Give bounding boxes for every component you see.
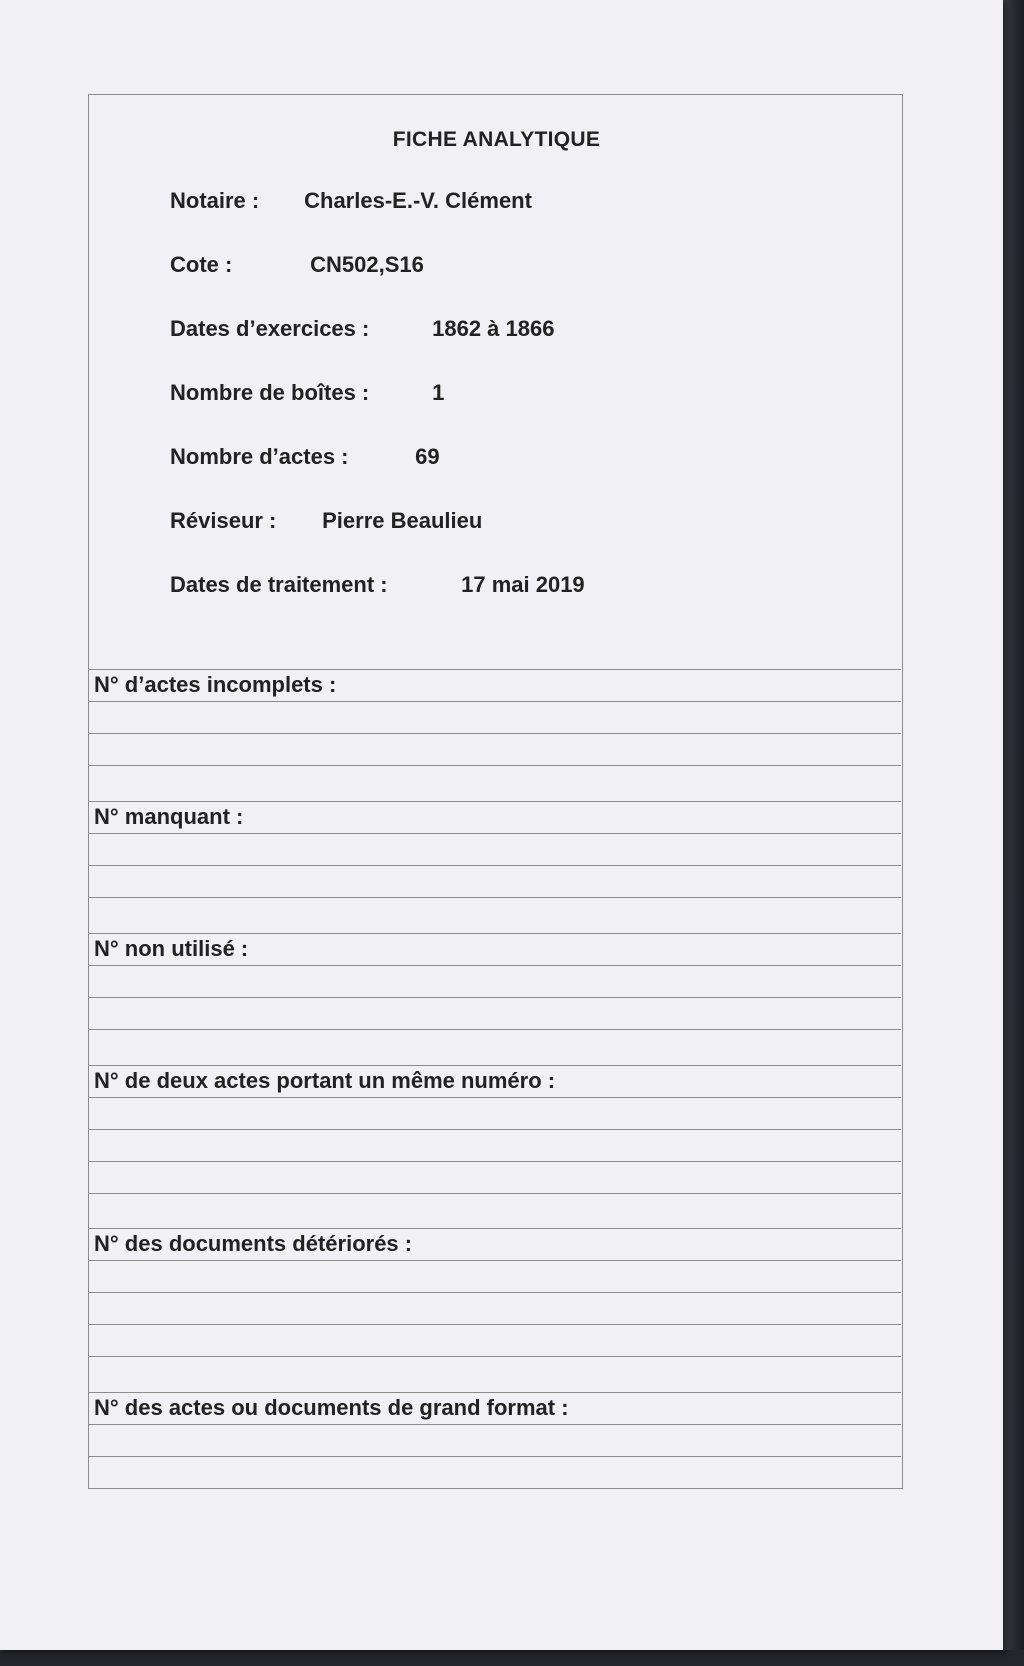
field-value: 1862 à 1866 [432, 316, 555, 341]
binder-bottom-edge [0, 1650, 1024, 1666]
blank-line [89, 1260, 901, 1292]
blank-line [89, 1424, 901, 1456]
section-label: N° des actes ou documents de grand format : [94, 1395, 569, 1420]
field-label: Cote : [170, 252, 233, 277]
section-documents-deteriores [89, 1228, 901, 1388]
section-grand-format [89, 1392, 901, 1488]
section-label: N° de deux actes portant un même numéro : [94, 1068, 556, 1093]
field-value: Pierre Beaulieu [322, 508, 483, 533]
field-value: Charles-E.-V. Clément [304, 188, 532, 213]
field-nombre-actes [170, 444, 440, 470]
field-value: 1 [432, 380, 445, 405]
field-label: Dates de traitement : [170, 572, 388, 597]
field-label: Réviseur : [170, 508, 277, 533]
field-notaire [170, 188, 532, 214]
section-header-row [89, 1065, 901, 1097]
blank-line [89, 733, 901, 765]
section-header-row [89, 933, 901, 965]
blank-line [89, 997, 901, 1029]
blank-line [89, 765, 901, 797]
field-label: Nombre de boîtes : [170, 380, 370, 405]
section-deux-actes-meme-numero [89, 1065, 901, 1225]
section-header-row [89, 1392, 901, 1424]
field-value: CN502,S16 [310, 252, 424, 277]
blank-line [89, 865, 901, 897]
field-dates-exercices [170, 316, 554, 342]
section-actes-incomplets [89, 669, 901, 797]
blank-line [89, 701, 901, 733]
blank-line [89, 1129, 901, 1161]
blank-line [89, 1097, 901, 1129]
blank-line [89, 1161, 901, 1193]
field-label: Notaire : [170, 188, 260, 213]
section-manquant [89, 801, 901, 929]
blank-line [89, 1456, 901, 1488]
field-reviseur [170, 508, 482, 534]
field-dates-traitement [170, 572, 585, 598]
section-label: N° manquant : [94, 804, 244, 829]
blank-line [89, 1356, 901, 1388]
section-label: N° des documents détériorés : [94, 1231, 413, 1256]
form-title: FICHE ANALYTIQUE [392, 128, 601, 151]
field-value: 69 [415, 444, 440, 469]
blank-line [89, 897, 901, 929]
binder-spine [1003, 0, 1024, 1666]
section-header-row [89, 1228, 901, 1260]
section-header-row [89, 669, 901, 701]
blank-line [89, 1029, 901, 1061]
blank-line [89, 1292, 901, 1324]
analytic-form [88, 94, 903, 1489]
section-non-utilise [89, 933, 901, 1061]
section-label: N° non utilisé : [94, 936, 249, 961]
blank-line [89, 833, 901, 865]
field-label: Dates d’exercices : [170, 316, 370, 341]
section-label: N° d’actes incomplets : [94, 672, 337, 697]
field-value: 17 mai 2019 [461, 572, 585, 597]
field-label: Nombre d’actes : [170, 444, 349, 469]
blank-line [89, 965, 901, 997]
section-header-row [89, 801, 901, 833]
field-cote [170, 252, 424, 278]
blank-line [89, 1193, 901, 1225]
field-nombre-boites [170, 380, 444, 406]
blank-line [89, 1324, 901, 1356]
